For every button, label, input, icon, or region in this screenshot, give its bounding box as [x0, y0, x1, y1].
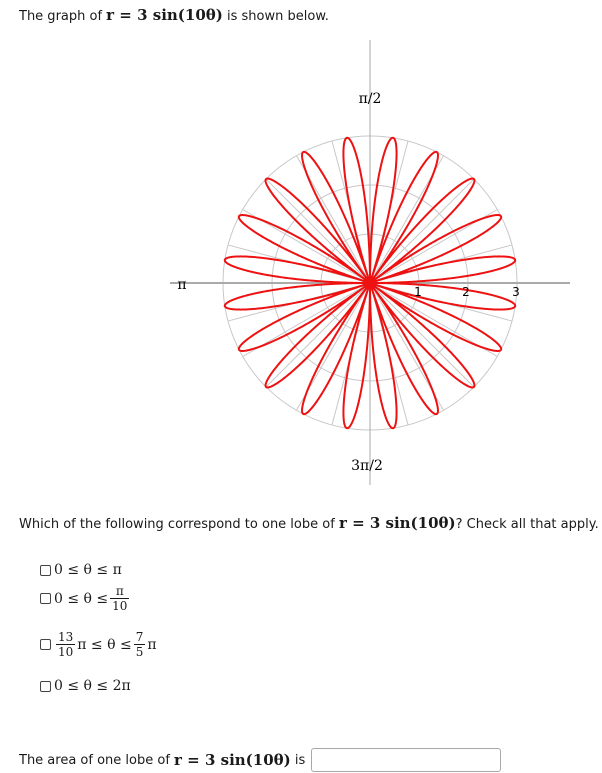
question-prefix: Which of the following correspond to one lobe of	[19, 517, 335, 532]
label-pi-over-2: π/2	[358, 91, 382, 107]
option-2-label	[54, 584, 131, 613]
area-question	[19, 748, 501, 772]
option-4-label: 0 ≤ θ ≤ 2π	[54, 678, 131, 694]
option-3[interactable]	[40, 630, 157, 659]
label-pi: π	[177, 277, 187, 293]
area-answer-input[interactable]	[311, 748, 501, 772]
option-3-tail: π	[147, 636, 157, 653]
option-2-denominator: 10	[112, 599, 128, 613]
radial-label-2: 2	[462, 285, 470, 299]
intro-equation: r = 3 sin(10θ)	[106, 6, 223, 24]
radial-label-3: 3	[512, 285, 520, 299]
radial-label-1: 1	[414, 285, 422, 299]
option-3-fraction-1	[56, 630, 75, 659]
option-3-middle: π ≤ θ ≤	[77, 636, 132, 653]
option-2-numerator: π	[115, 584, 124, 598]
option-3-numerator-1: 13	[58, 630, 74, 644]
option-4-checkbox[interactable]	[40, 681, 51, 692]
option-3-checkbox[interactable]	[40, 639, 51, 650]
question-text	[19, 514, 599, 532]
option-1-label: 0 ≤ θ ≤ π	[54, 562, 122, 578]
option-3-fraction-2	[134, 630, 146, 659]
intro-suffix: is shown below.	[227, 9, 329, 24]
option-3-denominator-2: 5	[135, 645, 144, 659]
label-3pi-over-2: 3π/2	[351, 458, 383, 474]
option-2-fraction	[110, 584, 129, 613]
area-equation: r = 3 sin(10θ)	[174, 751, 291, 769]
area-prefix: The area of one lobe of	[19, 752, 170, 768]
option-4[interactable]	[40, 678, 131, 694]
question-equation: r = 3 sin(10θ)	[338, 514, 456, 532]
option-3-numerator-2: 7	[135, 630, 144, 644]
option-1[interactable]	[40, 562, 122, 578]
option-3-denominator-1: 10	[58, 645, 74, 659]
question-suffix: ? Check all that apply.	[455, 517, 599, 532]
option-2[interactable]	[40, 584, 131, 613]
option-3-label	[54, 630, 157, 659]
area-suffix: is	[294, 752, 306, 768]
option-2-checkbox[interactable]	[40, 593, 51, 604]
option-1-checkbox[interactable]	[40, 565, 51, 576]
intro-prefix: The graph of	[19, 9, 103, 24]
option-2-left: 0 ≤ θ ≤	[54, 590, 109, 607]
